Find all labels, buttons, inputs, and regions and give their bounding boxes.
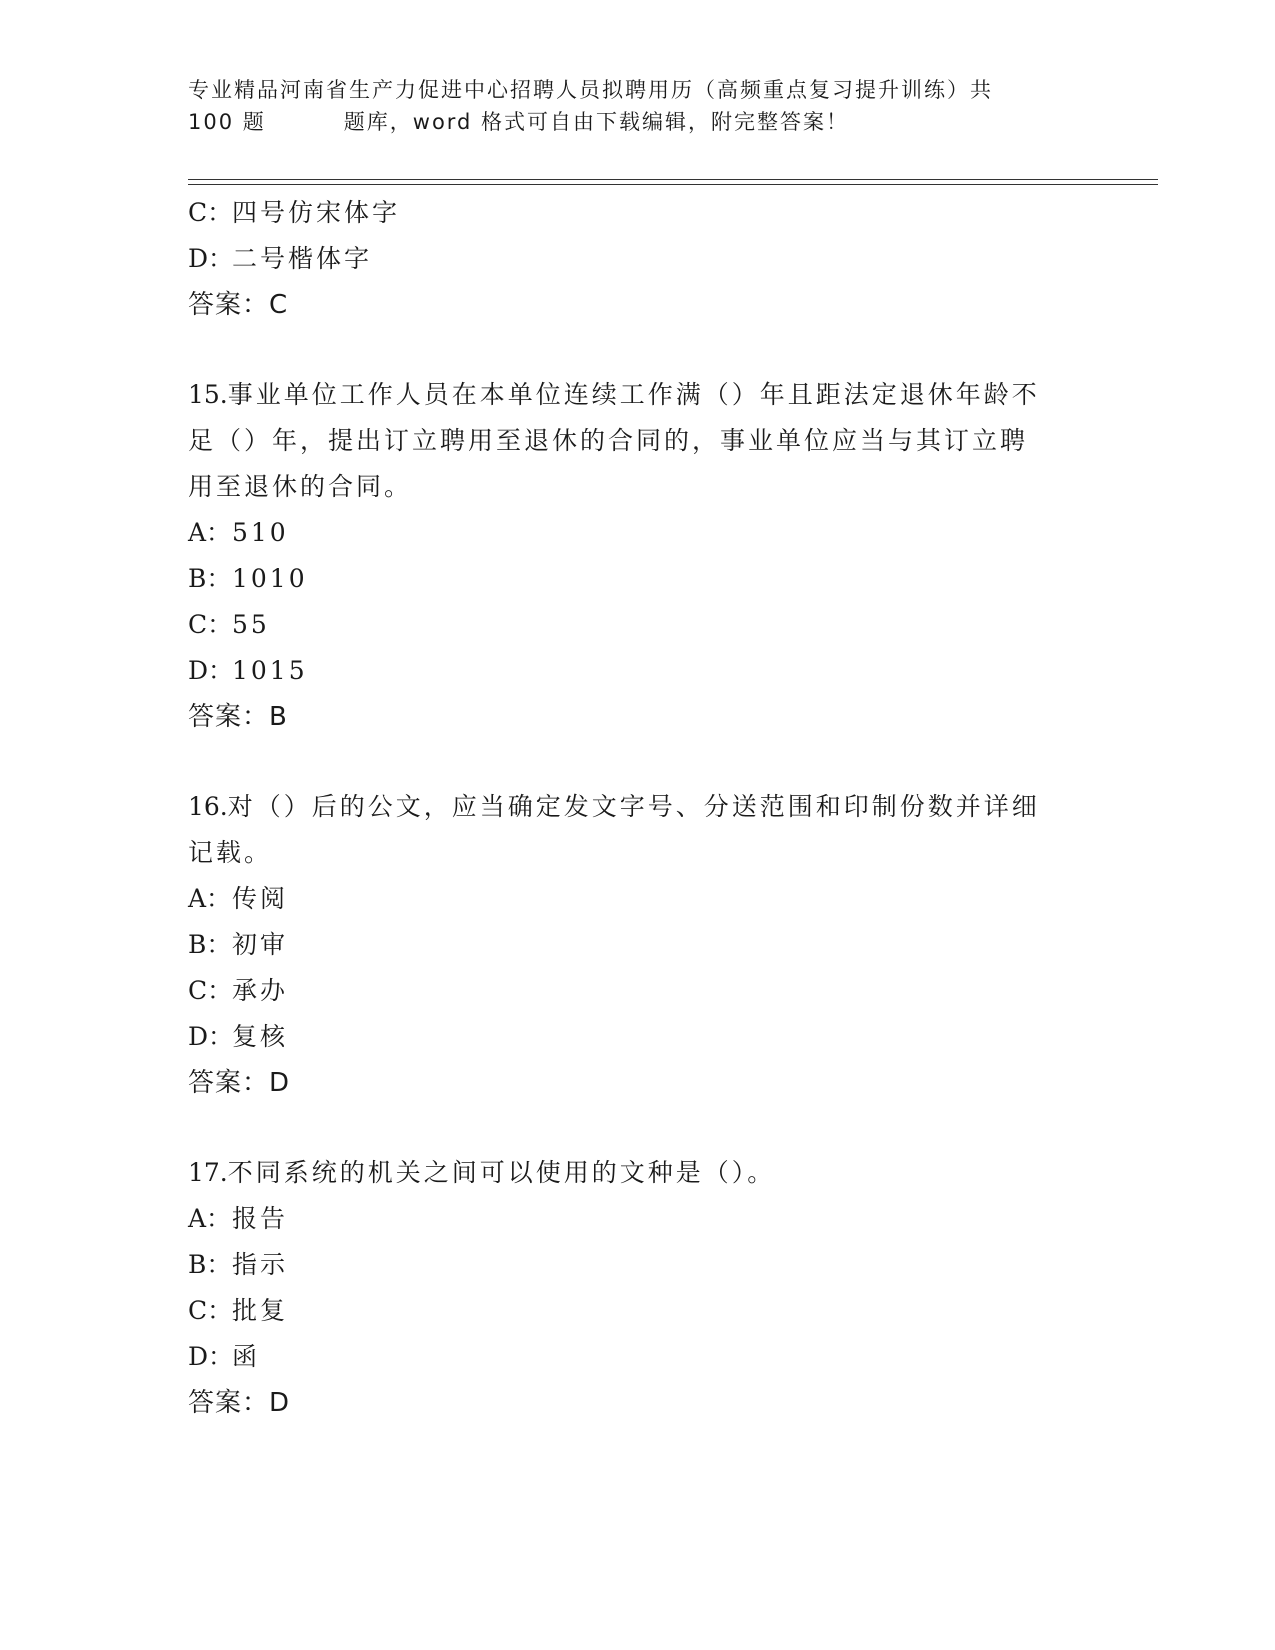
question-stem-line: 足（）年，提出订立聘用至退休的合同的，事业单位应当与其订立聘 bbox=[188, 426, 1029, 455]
header-question-count: 100 题 bbox=[188, 110, 266, 134]
option-key: B： bbox=[188, 930, 232, 959]
option-c bbox=[188, 968, 1088, 1014]
option-b bbox=[188, 556, 1088, 602]
option-text: 四号仿宋体字 bbox=[232, 198, 401, 227]
option-a bbox=[188, 876, 1088, 922]
option-key: D： bbox=[188, 244, 234, 273]
option-a bbox=[188, 1196, 1088, 1242]
option-c bbox=[188, 602, 1088, 648]
header-divider-top bbox=[188, 179, 1158, 180]
question-stem-text: 对（）后的公文，应当确定发文字号、分送范围和印制份数并详细 bbox=[227, 792, 1040, 821]
option-text: 510 bbox=[232, 518, 289, 547]
question-16 bbox=[188, 784, 1088, 1106]
header-subtitle: 题库，word 格式可自由下载编辑，附完整答案！ bbox=[343, 110, 850, 134]
option-key: A： bbox=[188, 518, 232, 547]
question-content bbox=[188, 190, 1088, 1426]
header-divider-bottom bbox=[188, 184, 1158, 185]
question-stem-line bbox=[188, 784, 1088, 830]
question-number: 16. bbox=[188, 792, 228, 821]
header-title-line-2 bbox=[188, 106, 1088, 138]
answer-line: 答案：D bbox=[188, 1388, 291, 1418]
option-key: B： bbox=[188, 564, 232, 593]
answer-line: 答案：D bbox=[188, 1068, 291, 1098]
option-text: 承办 bbox=[232, 976, 289, 1005]
option-c bbox=[188, 1288, 1088, 1334]
option-a bbox=[188, 510, 1088, 556]
option-text: 复核 bbox=[232, 1022, 289, 1051]
document-header bbox=[188, 74, 1088, 138]
option-b bbox=[188, 922, 1088, 968]
option-text: 二号楷体字 bbox=[232, 244, 373, 273]
option-text: 传阅 bbox=[232, 884, 289, 913]
question-number: 17. bbox=[188, 1158, 228, 1187]
option-text: 批复 bbox=[232, 1296, 289, 1325]
option-d bbox=[188, 236, 1088, 282]
option-text: 指示 bbox=[232, 1250, 289, 1279]
option-d bbox=[188, 1334, 1088, 1380]
option-text: 1010 bbox=[232, 564, 308, 593]
option-key: D： bbox=[188, 1022, 234, 1051]
option-key: C： bbox=[188, 976, 233, 1005]
option-key: D： bbox=[188, 1342, 234, 1371]
question-stem-text: 事业单位工作人员在本单位连续工作满（）年且距法定退休年龄不 bbox=[227, 380, 1040, 409]
option-text: 函 bbox=[232, 1342, 261, 1371]
question-number: 15. bbox=[188, 380, 228, 409]
option-key: A： bbox=[188, 1204, 232, 1233]
header-title-line-1: 专业精品河南省生产力促进中心招聘人员拟聘用历（高频重点复习提升训练）共 bbox=[188, 78, 993, 102]
option-key: C： bbox=[188, 1296, 233, 1325]
option-d bbox=[188, 1014, 1088, 1060]
option-key: D： bbox=[188, 656, 234, 685]
question-stem-text: 不同系统的机关之间可以使用的文种是（）。 bbox=[227, 1158, 776, 1187]
continued-question bbox=[188, 190, 1088, 328]
option-key: B： bbox=[188, 1250, 232, 1279]
option-key: C： bbox=[188, 610, 233, 639]
question-15 bbox=[188, 372, 1088, 740]
option-key: C： bbox=[188, 198, 233, 227]
option-text: 1015 bbox=[232, 656, 308, 685]
question-stem-line: 用至退休的合同。 bbox=[188, 472, 413, 501]
option-text: 55 bbox=[232, 610, 270, 639]
option-key: A： bbox=[188, 884, 232, 913]
option-text: 初审 bbox=[232, 930, 289, 959]
question-stem-line bbox=[188, 372, 1088, 418]
answer-line: 答案：B bbox=[188, 702, 288, 732]
option-c bbox=[188, 190, 1088, 236]
option-text: 报告 bbox=[232, 1204, 289, 1233]
question-stem-line bbox=[188, 1150, 1088, 1196]
answer-line: 答案：C bbox=[188, 290, 289, 320]
question-stem-line: 记载。 bbox=[188, 838, 273, 867]
question-17 bbox=[188, 1150, 1088, 1426]
option-b bbox=[188, 1242, 1088, 1288]
option-d bbox=[188, 648, 1088, 694]
